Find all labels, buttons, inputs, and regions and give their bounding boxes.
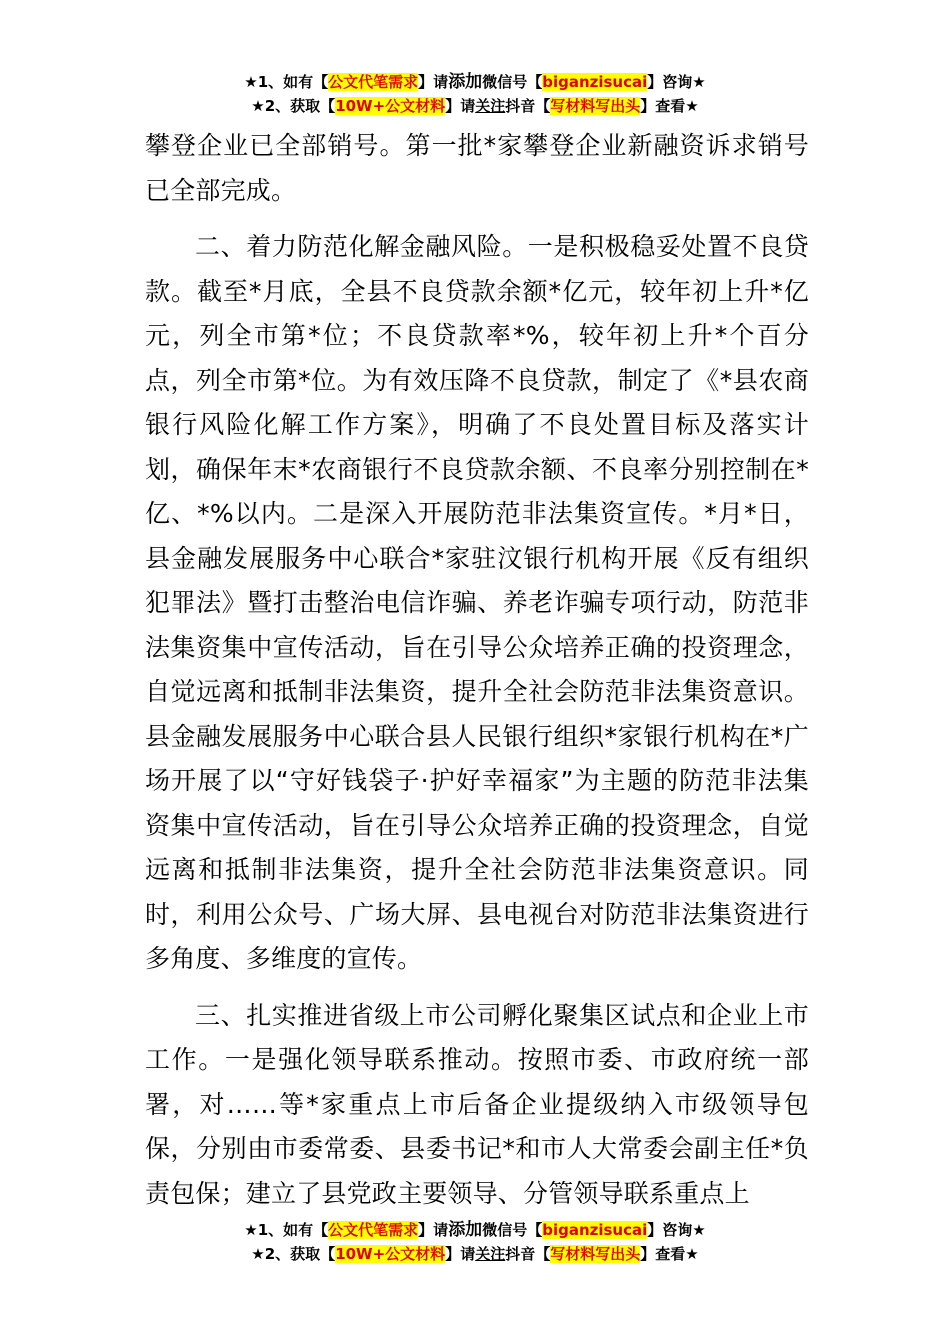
banner-text: ★2、获取【 xyxy=(251,97,336,115)
paragraph: 二、着力防范化解金融风险。一是积极稳妥处置不良贷款。截至*月底，全县不良贷款余额*亿元，较年初上升*亿元，列全市第*位；不良贷款率*%，较年初上升*个百分点，列全市第*位。为有效压降不良贷款，制定了《*县农商银行风险化解工作方案》，明确了不良处置目标及落实计划，确保年末*农商银行不良贷款余额、不良率分别控制在*亿、*%以内。二是深入开展防范非法集资宣传。*月*日，县金融发展服务中心联合*家驻汶银行机构开展《反有组织犯罪法》暨打击整治电信诈骗、养老诈骗专项行动，防范非法集资集中宣传活动，旨在引导公众培养正确的投资理念，自觉远离和抵制非法集资，提升全社会防范非法集资意识。县金融发展服务中心联合县人民银行组织*家银行机构在*广场开展了以“守好钱袋子·护好幸福家”为主题的防范非法集资集中宣传活动，旨在引导公众培养正确的投资理念，自觉远离和抵制非法集资，提升全社会防范非法集资意识。同时，利用公众号、广场大屏、县电视台对防范非法集资进行多角度、多维度的宣传。 xyxy=(145,232,809,973)
banner-text: 微信号【 xyxy=(482,73,543,91)
banner-text: 】请 xyxy=(418,1221,449,1239)
banner-text: ★1、如有【 xyxy=(244,1221,329,1239)
banner-emphasis: 添加 xyxy=(448,1220,483,1240)
banner-line-2 xyxy=(0,94,950,118)
banner-emphasis: 添加 xyxy=(448,72,483,92)
banner-text: 】查看★ xyxy=(640,1245,699,1263)
banner-douyin-id: 写材料写出头 xyxy=(550,1245,641,1263)
banner-line-2 xyxy=(0,1242,950,1266)
banner-text: ★2、获取【 xyxy=(251,1245,336,1263)
banner-text: 】咨询★ xyxy=(647,1221,706,1239)
paragraph: 三、扎实推进省级上市公司孵化聚集区试点和企业上市工作。一是强化领导联系推动。按照市委、市政府统一部署，对……等*家重点上市后备企业提级纳入市级领导包保，分别由市委常委、县委书记*和市人大常委会副主任*负责包保；建立了县党政主要领导、分管领导联系重点上 xyxy=(145,1000,809,1208)
banner-highlight: 10W+公文材料 xyxy=(335,1245,446,1263)
footer-banner xyxy=(0,1218,950,1266)
banner-highlight: 公文代笔需求 xyxy=(328,1221,419,1239)
document-body xyxy=(145,124,809,1216)
banner-text: 】查看★ xyxy=(640,97,699,115)
banner-text: 】请 xyxy=(418,73,449,91)
banner-line-1 xyxy=(0,1218,950,1242)
banner-line-1 xyxy=(0,70,950,94)
banner-text: 抖音【 xyxy=(505,97,551,115)
banner-wechat-id: biganzisucai xyxy=(542,1221,648,1239)
banner-wechat-id: biganzisucai xyxy=(542,73,648,91)
banner-text: 】请 xyxy=(445,1245,476,1263)
header-banner xyxy=(0,70,950,118)
banner-text: 】咨询★ xyxy=(647,73,706,91)
banner-emphasis: 关注 xyxy=(475,1245,506,1263)
banner-text: ★1、如有【 xyxy=(244,73,329,91)
banner-text: 抖音【 xyxy=(505,1245,551,1263)
paragraph: 攀登企业已全部销号。第一批*家攀登企业新融资诉求销号已全部完成。 xyxy=(145,131,809,205)
banner-text: 微信号【 xyxy=(482,1221,543,1239)
banner-douyin-id: 写材料写出头 xyxy=(550,97,641,115)
banner-emphasis: 关注 xyxy=(475,97,506,115)
banner-highlight: 公文代笔需求 xyxy=(328,73,419,91)
banner-text: 】请 xyxy=(445,97,476,115)
banner-highlight: 10W+公文材料 xyxy=(335,97,446,115)
